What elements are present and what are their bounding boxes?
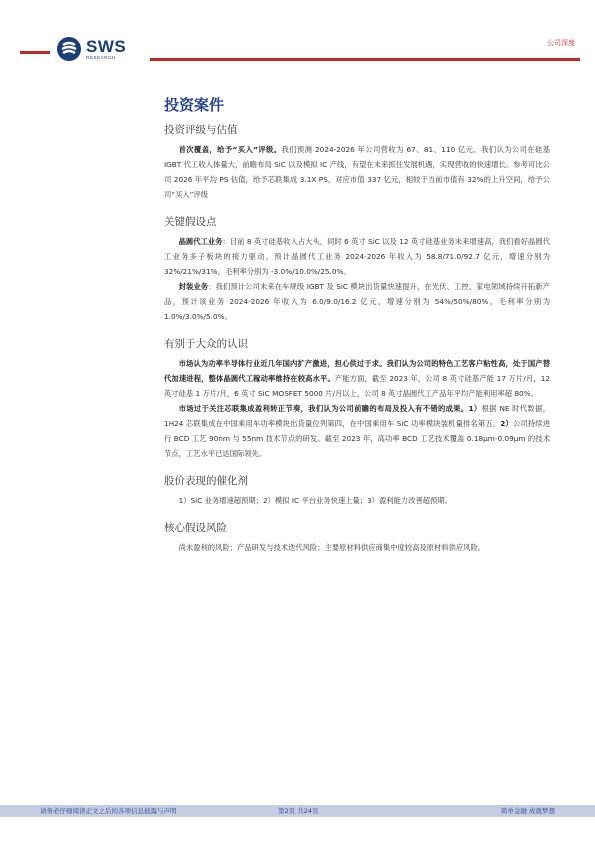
logo-wordmark: SWS <box>86 36 127 56</box>
sws-logo-icon <box>56 36 82 62</box>
paragraph-body: ：我们预计公司未来在车规级 IGBT 及 SiC 模块出货量快速提升，在光伏、工控、家电领域持续开拓新产品，预计该业务 2024-2026 年收入为 6.0/9.0/16.2 亿元，增速分别为 54%/50%/80%，毛利率分别为 1.0%/3.0%/5.0%。 <box>164 282 550 321</box>
paragraph-body: 1）SiC 业务增速超预期；2）模拟 IC 平台业务快速上量；3）盈利能力改善超预期。 <box>178 496 452 505</box>
header-accent-bar-left <box>20 51 50 54</box>
paragraph <box>164 234 550 279</box>
main-content <box>164 122 550 555</box>
section-heading: 股价表现的催化剂 <box>164 475 248 487</box>
paragraph-lead-2: 2） <box>500 419 513 428</box>
paragraph-lead: 市场认为功率半导体行业近几年国内扩产激进，担心供过于求。我们认为公司的特色工艺客户粘性高，处于国产替代加速进程，整体晶圆代工稼动率维持在较高水平。 <box>164 359 550 383</box>
section-heading: 核心假设风险 <box>164 522 227 534</box>
paragraph <box>164 401 550 461</box>
company-logo <box>56 36 126 62</box>
section-catalysts <box>164 473 550 508</box>
paragraph <box>164 279 550 324</box>
paragraph-body: ：目前 8 英寸硅基收入占大头，同时 6 英寸 SiC 以及 12 英寸硅基业务未来增速高，我们看好晶圆代工业务多子板块的接力驱动，预计晶圆代工业务 2024-2026 年收入为 58.8/71.0/92.7 亿元，增速分别为 32%/21%/31%，毛利率分别为 -3.0%/10.0%/25.0%。 <box>164 237 550 276</box>
paragraph-lead: 市场过于关注芯联集成盈利转正节奏，我们认为公司前瞻的布局及投入有不错的成果。1） <box>178 404 482 413</box>
header-accent-bar-right <box>150 58 580 61</box>
paragraph-body: 根据 NE 时代数据，1H24 芯联集成在中国乘用车功率模块出货量位列第四，在中国乘用车 SiC 功率模块装机量排名第五。 <box>164 404 550 428</box>
paragraph-body: 我们预测 2024-2026 年公司营收为 67、81、110 亿元。我们认为公司在硅基 IGBT 代工收入体量大，前瞻布局 SiC 以及模拟 IC 产线，有望在未来抓住发展机遇，实现营收的快速增长。参考可比公司 2026 年平均 PS 估值，给予芯联集成 3.1X PS，对应市值 337 亿元，相较于当前市值有 32%的上升空间，给予公司“买入”评级 <box>164 145 551 199</box>
section-heading: 有别于大众的认识 <box>164 338 248 350</box>
paragraph-lead: 首次覆盖，给予“买入”评级。 <box>178 145 282 154</box>
section-risks <box>164 520 550 555</box>
section-valuation <box>164 122 550 202</box>
page-section-title: 投资案件 <box>164 96 225 114</box>
footer-page-number: 第2页 共24页 <box>278 807 319 815</box>
paragraph-body-2: 公司持续进行 BCD 工艺 90nm 与 55nm 技术节点的研发。截至 2023 年，高功率 BCD 工艺技术覆盖 0.18μm-0.09μm 的技术节点，工艺水平已达国际领先。 <box>164 419 551 458</box>
section-key-assumptions <box>164 214 550 324</box>
logo-subtitle: RESEARCH <box>86 54 116 60</box>
paragraph-body: 产能方面，截至 2023 年，公司 8 英寸硅基产能 17 万片/月，12 英寸硅基 1 万片/月，6 英寸 SiC MOSFET 5000 片/月以上，公司 8 英寸晶圆代工产品年平均产能利用率超 80%。 <box>164 374 551 398</box>
footer-slogan: 简单金融 成就梦想 <box>500 807 555 815</box>
footer-disclaimer: 请务必仔细阅读正文之后的各项信息披露与声明 <box>40 807 177 815</box>
paragraph <box>164 142 550 202</box>
paragraph-body: 尚未盈利的风险；产品研发与技术迭代风险；主要原材料供应商集中度较高及原材料供应风险。 <box>178 543 486 552</box>
paragraph-lead: 封装业务 <box>178 282 209 291</box>
section-heading: 关键假设点 <box>164 216 217 228</box>
paragraph <box>164 356 550 401</box>
section-differentiated-view <box>164 336 550 461</box>
section-heading: 投资评级与估值 <box>164 124 238 136</box>
paragraph <box>164 540 550 555</box>
report-type-label: 公司深度 <box>547 39 575 47</box>
paragraph <box>164 493 550 508</box>
paragraph-lead: 晶圆代工业务 <box>178 237 223 246</box>
